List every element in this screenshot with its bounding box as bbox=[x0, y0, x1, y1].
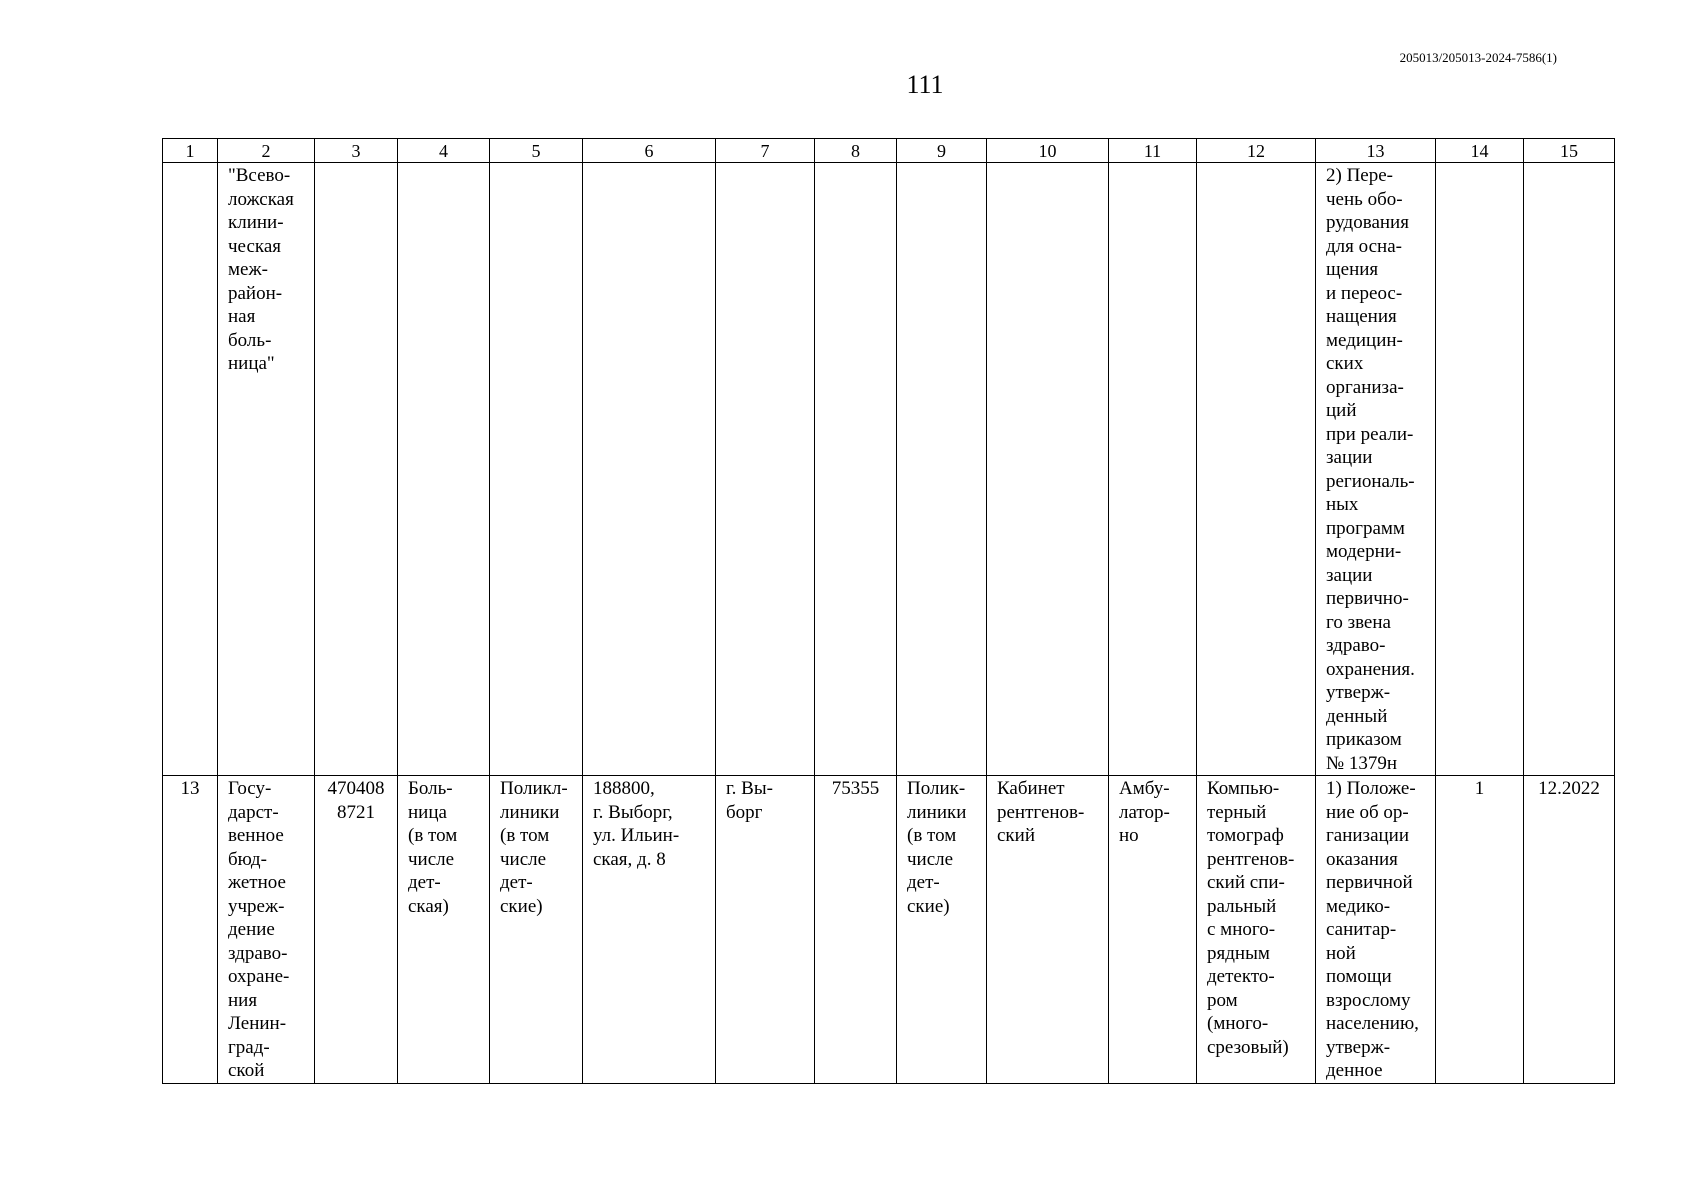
table-cell: 1) Положе- ние об ор- ганизации оказания первичной медико- санитар- ной помощи взрослому населению, утверж- денное bbox=[1316, 776, 1436, 1084]
table-cell bbox=[1109, 163, 1197, 776]
page-number: 111 bbox=[906, 70, 944, 99]
table-row bbox=[163, 163, 1615, 776]
table-cell bbox=[716, 163, 815, 776]
table-cell bbox=[1436, 163, 1524, 776]
table-cell: 2) Пере- чень обо- рудования для осна- щения и переос- нащения медицин- ских организа- ций при реали- зации региональ- ных программ модерни- зации первично- го звена здраво- охранения. утверж- денный приказом № 1379н bbox=[1316, 163, 1436, 776]
table-header-row bbox=[163, 139, 1615, 163]
column-header: 2 bbox=[218, 139, 315, 163]
table-cell bbox=[163, 163, 218, 776]
table-cell: 470408 8721 bbox=[315, 776, 398, 1084]
column-header: 1 bbox=[163, 139, 218, 163]
column-header: 6 bbox=[583, 139, 716, 163]
column-header: 7 bbox=[716, 139, 815, 163]
table-cell: 12.2022 bbox=[1524, 776, 1615, 1084]
table-cell bbox=[490, 163, 583, 776]
table-cell: г. Вы- борг bbox=[716, 776, 815, 1084]
table-cell: 188800, г. Выборг, ул. Ильин- ская, д. 8 bbox=[583, 776, 716, 1084]
table-cell: Госу- дарст- венное бюд- жетное учреж- дение здраво- охране- ния Ленин- град- ской bbox=[218, 776, 315, 1084]
column-header: 10 bbox=[987, 139, 1109, 163]
table-cell bbox=[815, 163, 897, 776]
table-cell: Кабинет рентгенов- ский bbox=[987, 776, 1109, 1084]
column-header: 8 bbox=[815, 139, 897, 163]
column-header: 13 bbox=[1316, 139, 1436, 163]
table-cell bbox=[315, 163, 398, 776]
table-cell bbox=[583, 163, 716, 776]
table-cell: Полик- линики (в том числе дет- ские) bbox=[897, 776, 987, 1084]
table-row bbox=[163, 776, 1615, 1084]
table-cell: 75355 bbox=[815, 776, 897, 1084]
table-cell bbox=[897, 163, 987, 776]
table-cell bbox=[987, 163, 1109, 776]
data-table bbox=[162, 138, 1615, 1084]
table-cell: 1 bbox=[1436, 776, 1524, 1084]
document-id: 205013/205013-2024-7586(1) bbox=[1399, 50, 1557, 65]
table-cell: "Всево- ложская клини- ческая меж- район- ная боль- ница" bbox=[218, 163, 315, 776]
column-header: 15 bbox=[1524, 139, 1615, 163]
table-cell bbox=[1524, 163, 1615, 776]
table-cell: Амбу- латор- но bbox=[1109, 776, 1197, 1084]
column-header: 12 bbox=[1197, 139, 1316, 163]
table-cell bbox=[1197, 163, 1316, 776]
column-header: 11 bbox=[1109, 139, 1197, 163]
column-header: 5 bbox=[490, 139, 583, 163]
table-cell: Поликл- линики (в том числе дет- ские) bbox=[490, 776, 583, 1084]
column-header: 14 bbox=[1436, 139, 1524, 163]
column-header: 3 bbox=[315, 139, 398, 163]
table-cell: Компью- терный томограф рентгенов- ский спи- ральный с много- рядным детекто- ром (много- срезовый) bbox=[1197, 776, 1316, 1084]
table-cell bbox=[398, 163, 490, 776]
table-cell: 13 bbox=[163, 776, 218, 1084]
column-header: 9 bbox=[897, 139, 987, 163]
column-header: 4 bbox=[398, 139, 490, 163]
table-cell: Боль- ница (в том числе дет- ская) bbox=[398, 776, 490, 1084]
